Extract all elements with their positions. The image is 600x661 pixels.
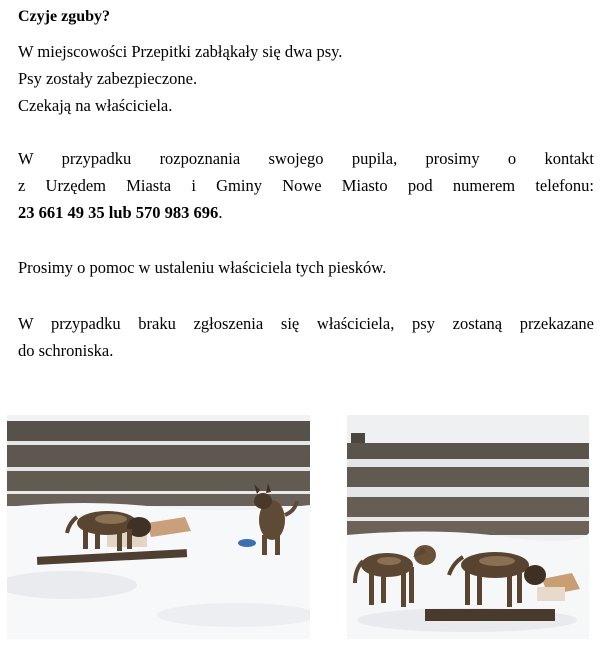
contact-phone-number: 23 661 49 35 lub 570 983 696 — [18, 203, 219, 222]
intro-line-2: Psy zostały zabezpieczone. — [18, 69, 198, 88]
contact-line-2: z Urzędem Miasta i Gminy Nowe Miasto pod numerem telefonu: — [18, 176, 594, 195]
contact-phone-suffix: . — [218, 203, 223, 222]
contact-phone-line — [18, 201, 594, 225]
dogs-photo-right-image — [347, 415, 589, 639]
dogs-photo-left — [7, 415, 310, 639]
help-request-text: Prosimy o pomoc w ustaleniu właściciela tych piesków. — [18, 258, 387, 277]
shelter-line-2: do schroniska. — [18, 341, 114, 360]
notice-title: Czyje zguby? — [18, 8, 110, 25]
intro-line-3: Czekają na właściciela. — [18, 96, 173, 115]
intro-line-1: W miejscowości Przepitki zabłąkały się dwa psy. — [18, 42, 343, 61]
shelter-line-1: W przypadku braku zgłoszenia się właściciela, psy zostaną przekazane — [18, 314, 594, 333]
dogs-photo-right — [347, 415, 589, 639]
contact-line-1: W przypadku rozpoznania swojego pupila, prosimy o kontakt — [18, 149, 594, 168]
dogs-photo-left-image — [7, 415, 310, 639]
